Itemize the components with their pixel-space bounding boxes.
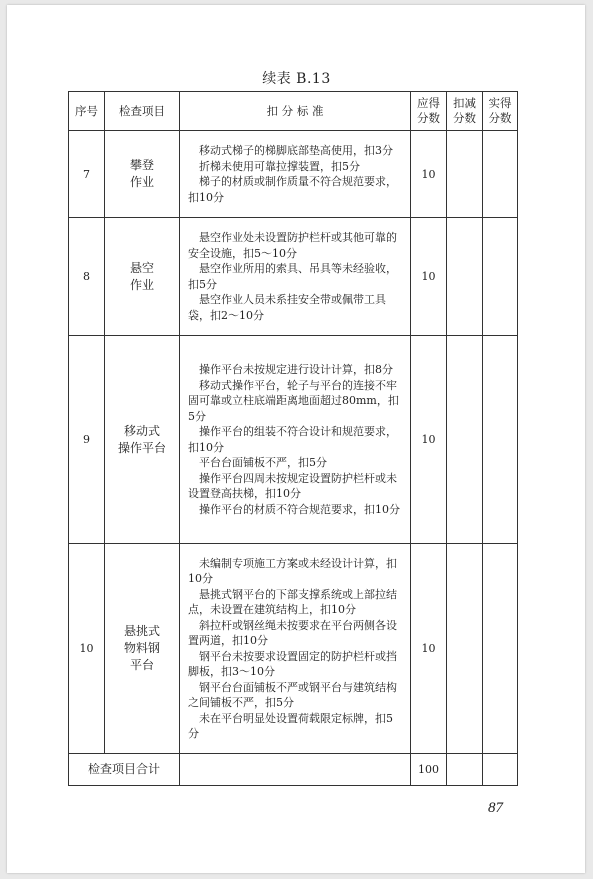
header-no: 序号 <box>69 92 105 131</box>
header-deduct-line2: 分数 <box>453 111 476 125</box>
total-row <box>69 754 518 786</box>
header-actual-line2: 分数 <box>488 111 512 125</box>
standard-line: 未在平台明显处设置荷载限定标牌，扣5分 <box>188 711 393 740</box>
standard-line: 操作平台的组装不符合设计和规范要求，扣10分 <box>188 425 397 454</box>
row-standard <box>180 544 411 754</box>
row-due-score: 10 <box>411 336 447 544</box>
standard-line: 移动式操作平台，轮子与平台的连接不牢固可靠或立柱底端距离地面超过80mm，扣5分 <box>188 378 399 423</box>
row-due-score: 10 <box>411 544 447 754</box>
table-row <box>69 544 518 754</box>
total-deduct-score[interactable] <box>447 754 483 786</box>
total-label: 检查项目合计 <box>69 754 180 786</box>
total-standard <box>180 754 411 786</box>
row-deduct-score[interactable] <box>447 336 483 544</box>
standard-line: 悬空作业人员未系挂安全带或佩带工具袋，扣2～10分 <box>188 293 386 322</box>
standard-line: 移动式梯子的梯脚底部垫高使用，扣3分 <box>199 144 393 157</box>
row-deduct-score[interactable] <box>447 131 483 218</box>
standard-line: 操作平台未按规定进行设计计算，扣8分 <box>199 363 393 376</box>
row-item-line: 悬空 <box>129 260 154 275</box>
standard-line: 未编制专项施工方案或未经设计计算，扣10分 <box>188 556 397 585</box>
row-actual-score[interactable] <box>483 336 518 544</box>
standard-line: 平台台面铺板不严，扣5分 <box>199 456 327 469</box>
header-deduct-line1: 扣减 <box>453 96 476 110</box>
standard-line: 操作平台四周未按规定设置防护栏杆或未设置登高扶梯，扣10分 <box>188 471 397 500</box>
row-actual-score[interactable] <box>483 131 518 218</box>
total-due-score: 100 <box>411 754 447 786</box>
table-caption: 续表 B.13 <box>262 71 331 87</box>
row-item-line: 作业 <box>129 175 154 189</box>
header-due-line1: 应得 <box>417 96 440 110</box>
row-due-score: 10 <box>411 218 447 336</box>
table-row <box>69 131 518 218</box>
row-no: 7 <box>69 131 105 218</box>
row-item-line: 平台 <box>129 658 154 672</box>
row-no: 10 <box>69 544 105 754</box>
row-item-line: 移动式 <box>123 423 160 438</box>
total-actual-score[interactable] <box>483 754 518 786</box>
standard-line: 悬空作业所用的索具、吊具等未经验收，扣5分 <box>188 262 397 291</box>
row-item <box>105 544 180 754</box>
row-item <box>105 336 180 544</box>
standard-line: 折梯未使用可靠拉撑装置，扣5分 <box>199 159 360 173</box>
row-item-line: 物料钢 <box>123 641 160 655</box>
row-item-line: 作业 <box>129 277 154 292</box>
row-standard <box>180 218 411 336</box>
row-deduct-score[interactable] <box>447 218 483 336</box>
table-row <box>69 218 518 336</box>
row-standard <box>180 131 411 218</box>
standard-line: 悬挑式钢平台的下部支撑系统或上部拉结点，未设置在建筑结构上，扣10分 <box>188 587 397 616</box>
standard-line: 斜拉杆或钢丝绳未按要求在平台两侧各设置两道，扣10分 <box>188 618 397 647</box>
row-actual-score[interactable] <box>483 218 518 336</box>
row-actual-score[interactable] <box>483 544 518 754</box>
row-standard <box>180 336 411 544</box>
row-deduct-score[interactable] <box>447 544 483 754</box>
inspection-table <box>68 91 518 786</box>
row-no: 9 <box>69 336 105 544</box>
row-item-line: 操作平台 <box>117 440 166 455</box>
header-deduct-score <box>447 92 483 131</box>
standard-line: 悬空作业处未设置防护栏杆或其他可靠的安全设施，扣5～10分 <box>188 231 397 260</box>
row-item-line: 悬挑式 <box>123 624 160 638</box>
standard-line: 梯子的材质或制作质量不符合规范要求，扣10分 <box>188 175 397 204</box>
row-item <box>105 131 180 218</box>
table-row <box>69 336 518 544</box>
row-due-score: 10 <box>411 131 447 218</box>
header-standard: 扣 分 标 准 <box>180 92 411 131</box>
header-actual-score <box>483 92 518 131</box>
standard-line: 钢平台未按要求设置固定的防护栏杆或挡脚板，扣3～10分 <box>188 649 397 678</box>
header-due-line2: 分数 <box>417 111 440 125</box>
standard-line: 钢平台台面铺板不严或钢平台与建筑结构之间铺板不严，扣5分 <box>188 680 397 709</box>
header-item: 检查项目 <box>105 92 180 131</box>
page-number: 87 <box>488 800 503 816</box>
header-due-score <box>411 92 447 131</box>
row-no: 8 <box>69 218 105 336</box>
row-item-line: 攀登 <box>129 158 154 172</box>
standard-line: 操作平台的材质不符合规范要求，扣10分 <box>199 502 400 516</box>
row-item <box>105 218 180 336</box>
header-actual-line1: 实得 <box>488 96 512 110</box>
header-row <box>69 92 518 131</box>
